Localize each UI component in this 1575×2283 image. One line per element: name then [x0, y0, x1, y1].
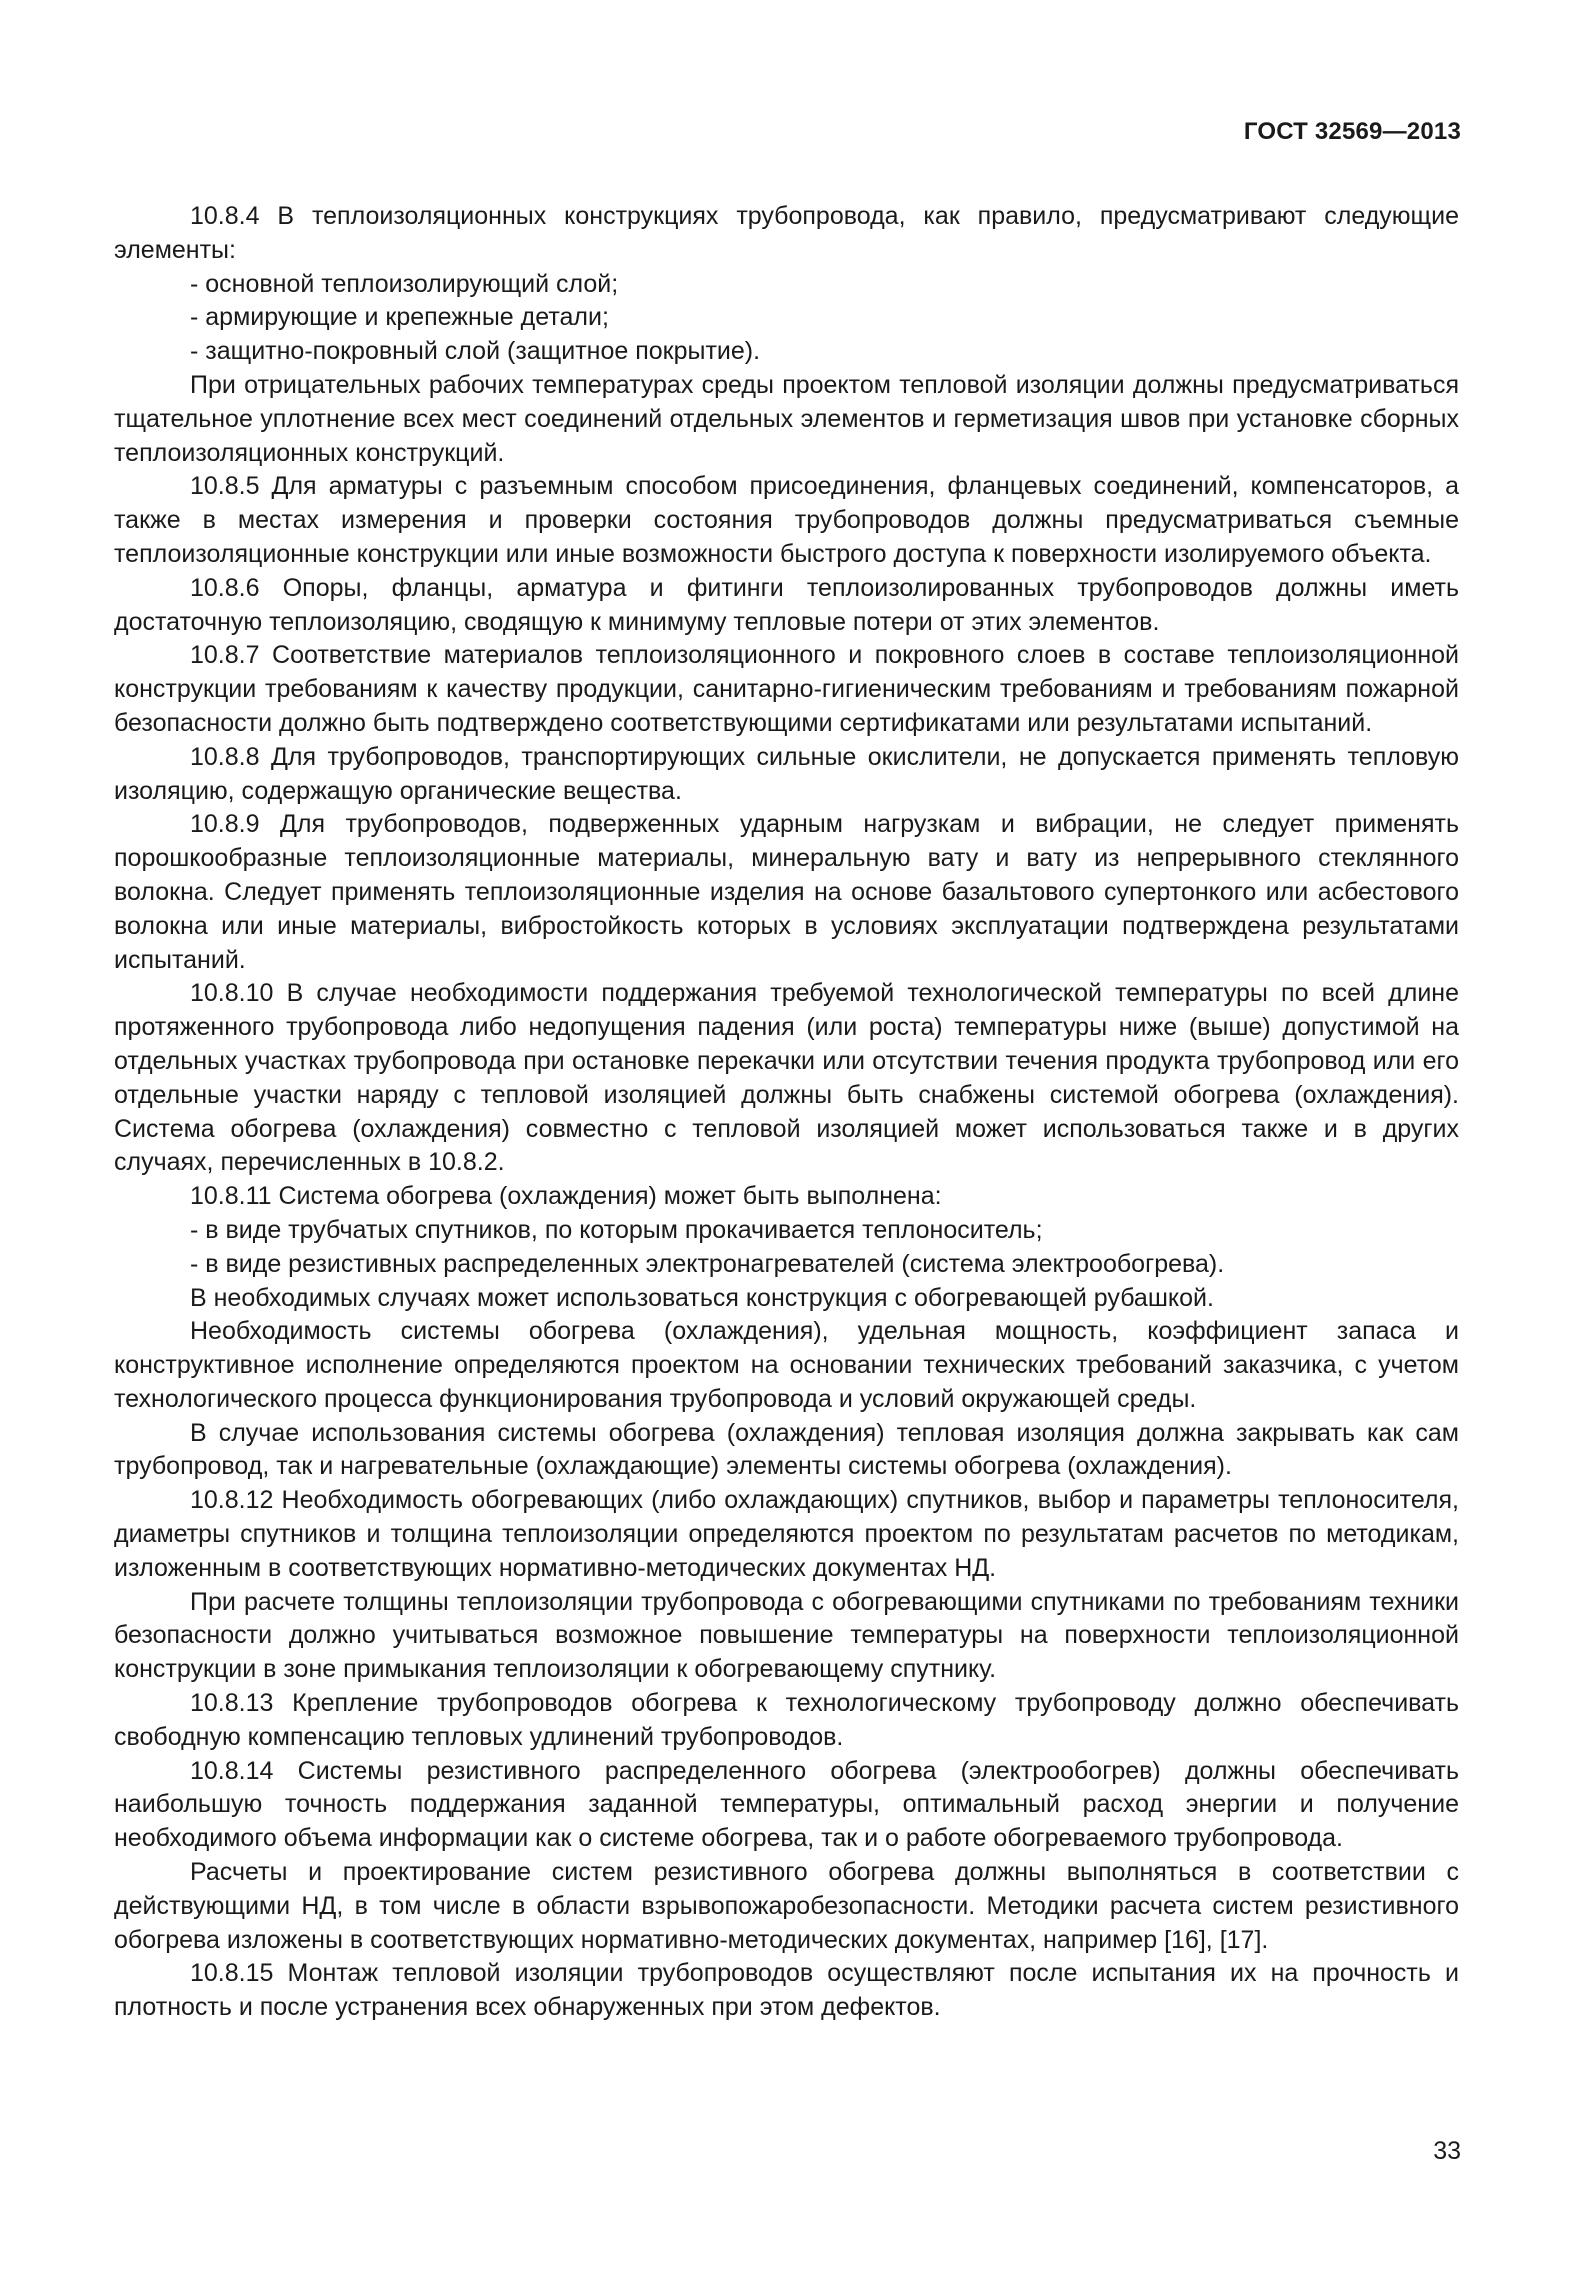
paragraph-10-8-8: 10.8.8 Для трубопроводов, транспортирующих сильные окислители, не допускается применять тепловую изоляцию, содержащую органические вещества.	[114, 742, 1459, 805]
paragraph-10-8-4: 10.8.4 В теплоизоляционных конструкциях трубопровода, как правило, предусматривают следующие элементы:	[114, 202, 1459, 264]
document-body	[114, 200, 1459, 2025]
paragraph-10-8-14: 10.8.14 Системы резистивного распределенного обогрева (электрообогрев) должны обеспечивать наибольшую точность поддержания заданной температуры, оптимальный расход энергии и получение необходимого объема информации как о системе обогрева, так и о работе обогреваемого трубопровода.	[114, 1756, 1459, 1853]
paragraph-10-8-10: 10.8.10 В случае необходимости поддержания требуемой технологической температуры по всей длине протяженного трубопровода либо недопущения падения (или роста) температуры ниже (выше) допустимой на отдельных участках трубопровода при остановке перекачки или отсутствии течения продукта трубопровод или его отдельные участки наряду с тепловой изоляцией должны быть снабжены системой обогрева (охлаждения). Система обогрева (охлаждения) совместно с тепловой изоляцией может использоваться также и в других случаях, перечисленных в 10.8.2.	[114, 979, 1459, 1177]
list-item: - основной теплоизолирующий слой;	[190, 269, 619, 298]
list-item: - в виде резистивных распределенных электронагревателей (система электрообогрева).	[190, 1249, 1225, 1278]
list-item: - в виде трубчатых спутников, по которым прокачивается теплоноситель;	[190, 1215, 1043, 1244]
paragraph-10-8-6: 10.8.6 Опоры, фланцы, арматура и фитинги теплоизолированных трубопроводов должны иметь достаточную теплоизоляцию, сводящую к минимуму тепловые потери от этих элементов.	[114, 573, 1459, 636]
paragraph: Расчеты и проектирование систем резистивного обогрева должны выполняться в соответствии с действующими НД, в том числе в области взрывопожаробезопасности. Методики расчета систем резистивного обогрева изложены в соответствующих нормативно-методических документах, например [16], [17].	[114, 1858, 1459, 1954]
list-item: - армирующие и крепежные детали;	[190, 303, 609, 332]
document-code-header: ГОСТ 32569—2013	[1243, 118, 1461, 145]
paragraph-10-8-13: 10.8.13 Крепление трубопроводов обогрева к технологическому трубопроводу должно обеспечивать свободную компенсацию тепловых удлинений трубопроводов.	[114, 1689, 1459, 1751]
paragraph: В случае использования системы обогрева (охлаждения) тепловая изоляция должна закрывать как сам трубопровод, так и нагревательные (охлаждающие) элементы системы обогрева (охлаждения).	[114, 1418, 1459, 1481]
paragraph: При расчете толщины теплоизоляции трубопровода с обогревающими спутниками по требованиям техники безопасности должно учитываться возможное повышение температуры на поверхности теплоизоляционной конструкции в зоне примыкания теплоизоляции к обогревающему спутнику.	[114, 1587, 1459, 1684]
paragraph-10-8-15: 10.8.15 Монтаж тепловой изоляции трубопроводов осуществляют после испытания их на прочность и плотность и после устранения всех обнаруженных при этом дефектов.	[114, 1959, 1459, 2022]
paragraph: При отрицательных рабочих температурах среды проектом тепловой изоляции должны предусматриваться тщательное уплотнение всех мест соединений отдельных элементов и герметизация швов при установке сборных теплоизоляционных конструкций.	[114, 370, 1459, 467]
paragraph: В необходимых случаях может использоваться конструкция с обогревающей рубашкой.	[190, 1283, 1214, 1312]
paragraph: Необходимость системы обогрева (охлаждения), удельная мощность, коэффициент запаса и конструктивное исполнение определяются проектом на основании технических требований заказчика, с учетом технологического процесса функционирования трубопровода и условий окружающей среды.	[114, 1317, 1459, 1413]
page-number: 33	[1433, 2137, 1461, 2165]
paragraph-10-8-9: 10.8.9 Для трубопроводов, подверженных ударным нагрузкам и вибрации, не следует применять порошкообразные теплоизоляционные материалы, минеральную вату и вату из непрерывного стеклянного волокна. Следует применять теплоизоляционные изделия на основе базальтового супертонкого или асбестового волокна или иные материалы, вибростойкость которых в условиях эксплуатации подтверждена результатами испытаний.	[114, 810, 1459, 974]
list-item: - защитно-покровный слой (защитное покрытие).	[190, 337, 761, 366]
paragraph-10-8-7: 10.8.7 Соответствие материалов теплоизоляционного и покровного слоев в составе теплоизоляционной конструкции требованиям к качеству продукции, санитарно-гигиеническим требованиям и требованиям пожарной безопасности должно быть подтверждено соответствующими сертификатами или результатами испытаний.	[114, 641, 1459, 737]
paragraph-10-8-11: 10.8.11 Система обогрева (охлаждения) может быть выполнена:	[190, 1182, 942, 1211]
paragraph-10-8-5: 10.8.5 Для арматуры с разъемным способом присоединения, фланцевых соединений, компенсаторов, а также в местах измерения и проверки состояния трубопроводов должны предусматриваться съемные теплоизоляционные конструкции или иные возможности быстрого доступа к поверхности изолируемого объекта.	[114, 472, 1459, 568]
paragraph-10-8-12: 10.8.12 Необходимость обогревающих (либо охлаждающих) спутников, выбор и параметры теплоносителя, диаметры спутников и толщина теплоизоляции определяются проектом по результатам расчетов по методикам, изложенным в соответствующих нормативно-методических документах НД.	[114, 1486, 1459, 1582]
